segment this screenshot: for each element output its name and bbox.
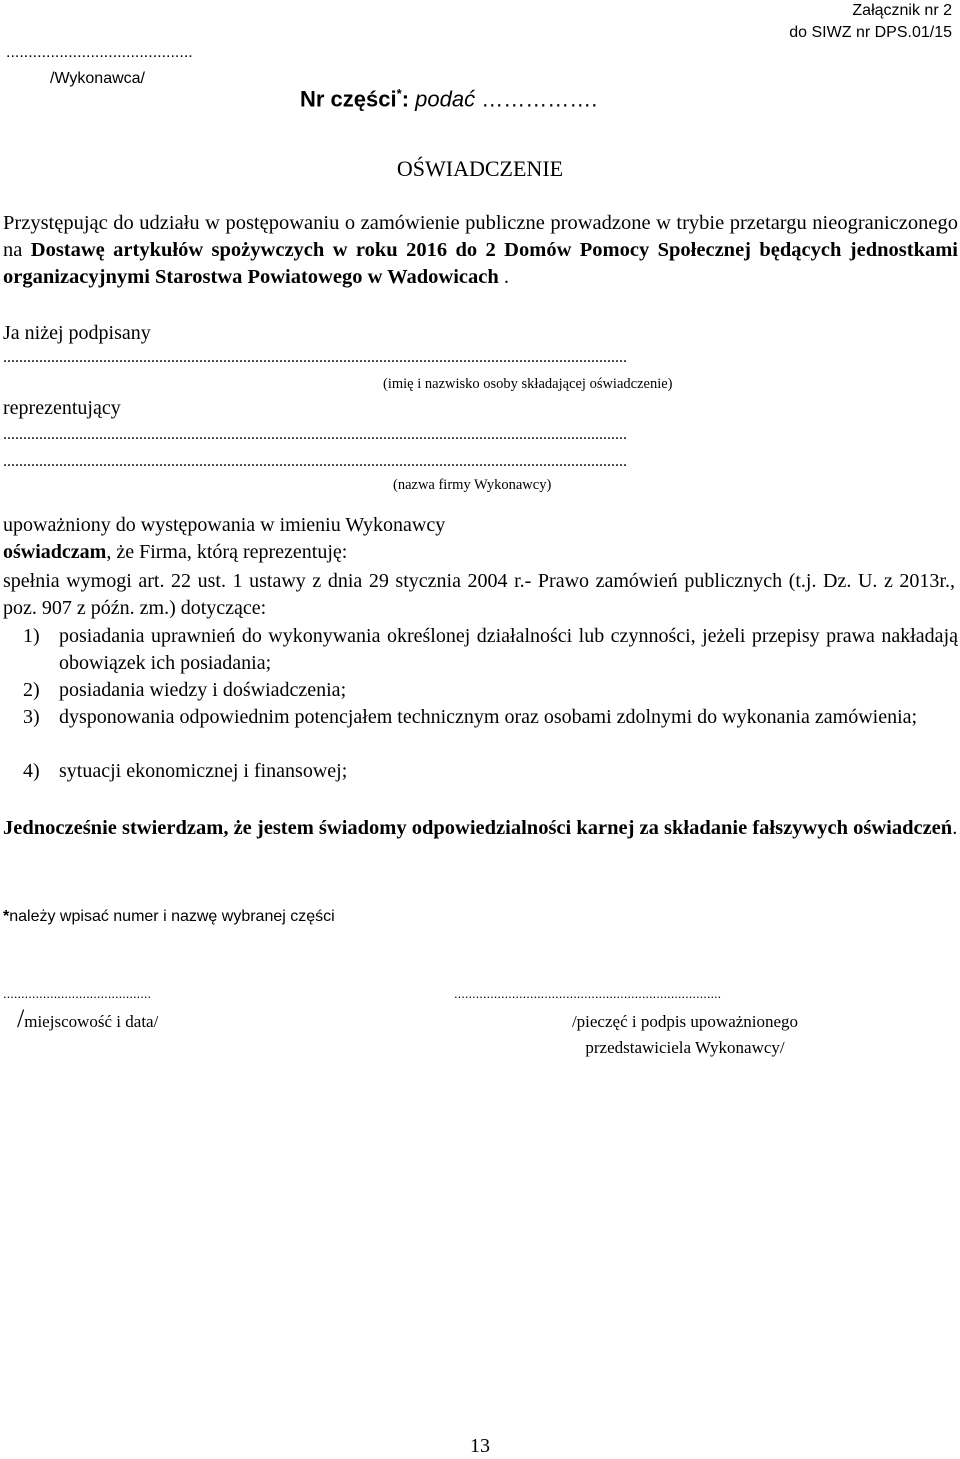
part-colon: : xyxy=(401,86,410,112)
signer-label: Ja niżej podpisany xyxy=(3,322,151,344)
footnote-star: * xyxy=(3,908,10,925)
declaration-line xyxy=(3,541,347,564)
intro-subject: Dostawę artykułów spożywczych w roku 2016 do 2 Domów Pomocy Społecznej będących jednostkami organizacyjnymi Starostwa Powiatowego w Wadowicach xyxy=(3,239,958,288)
part-number-line xyxy=(300,86,597,112)
representing-label: reprezentujący xyxy=(3,397,121,419)
signer-caption: (imię i nazwisko osoby składającej oświadczenie) xyxy=(383,376,673,392)
list-item xyxy=(23,758,958,785)
place-date-label xyxy=(17,1004,158,1034)
declare-rest: , że Firma, którą reprezentuję: xyxy=(106,541,348,563)
annex-reference xyxy=(789,0,952,44)
signature-dots: .......................................................................... xyxy=(454,986,722,1001)
list-item-number: 3) xyxy=(23,706,40,728)
liability-bold: Jednocześnie stwierdzam, że jestem świadomy odpowiedzialności karnej za składanie fałszywych oświadczeń xyxy=(3,817,953,839)
list-item-number: 2) xyxy=(23,679,40,701)
declare-bold: oświadczam xyxy=(3,541,107,563)
place-date-text: miejscowość i data/ xyxy=(24,1012,159,1031)
signature-line-2: przedstawiciela Wykonawcy/ xyxy=(585,1038,785,1057)
annex-line-1: Załącznik nr 2 xyxy=(852,2,952,19)
document-title: OŚWIADCZENIE xyxy=(396,156,564,181)
representing-dots-2: ............................................................................................................................................................ xyxy=(3,453,627,470)
contractor-dots: .......................................... xyxy=(6,44,193,61)
signature-line-1: /pieczęć i podpis upoważnionego xyxy=(571,1012,799,1031)
list-item-text: posiadania uprawnień do wykonywania określonej działalności lub czynności, jeżeli przepisy prawa nakładają obowiązek ich posiadania; xyxy=(59,625,958,674)
page-number: 13 xyxy=(470,1435,490,1457)
part-footnote-star: * xyxy=(396,86,402,101)
liability-end: . xyxy=(952,817,958,839)
list-item xyxy=(23,677,958,704)
contractor-label: /Wykonawca/ xyxy=(50,70,145,87)
place-date-slash: / xyxy=(17,1004,25,1033)
representing-caption: (nazwa firmy Wykonawcy) xyxy=(393,477,552,493)
requirements-paragraph: spełnia wymogi art. 22 ust. 1 ustawy z dnia 29 stycznia 2004 r.- Prawo zamówień publicznych (t.j. Dz. U. z 2013r., poz. 907 z późn. zm.) dotyczące: xyxy=(3,570,955,619)
place-date-dots: ......................................... xyxy=(3,986,152,1001)
liability-statement xyxy=(3,815,958,842)
part-instruction: podać xyxy=(415,86,476,112)
representing-dots-1: ............................................................................................................................................................ xyxy=(3,426,627,443)
intro-text: Przystępując do udziału w postępowaniu o zamówienie publiczne prowadzone w trybie przetargu nieograniczonego na xyxy=(3,212,958,261)
footnote xyxy=(3,908,335,926)
annex-line-2: do SIWZ nr DPS.01/15 xyxy=(789,24,952,41)
authorized-line: upoważniony do występowania w imieniu Wykonawcy xyxy=(3,514,446,536)
signer-dots: ............................................................................................................................................................ xyxy=(3,349,627,366)
footnote-text: należy wpisać numer i nazwę wybranej części xyxy=(9,908,335,925)
list-item xyxy=(23,704,958,758)
intro-end: . xyxy=(498,266,510,288)
intro-paragraph xyxy=(3,210,958,291)
list-item-text: posiadania wiedzy i doświadczenia; xyxy=(59,679,347,701)
list-item xyxy=(23,623,958,677)
list-item-number: 4) xyxy=(23,760,40,782)
list-item-text: dysponowania odpowiednim potencjałem technicznym oraz osobami zdolnymi do wykonania zamówienia; xyxy=(59,706,918,728)
list-item-text: sytuacji ekonomicznej i finansowej; xyxy=(59,760,348,782)
part-label: Nr części xyxy=(300,86,397,112)
list-item-number: 1) xyxy=(23,625,40,647)
signature-label xyxy=(450,1009,920,1061)
part-dots: ……………. xyxy=(481,86,598,112)
